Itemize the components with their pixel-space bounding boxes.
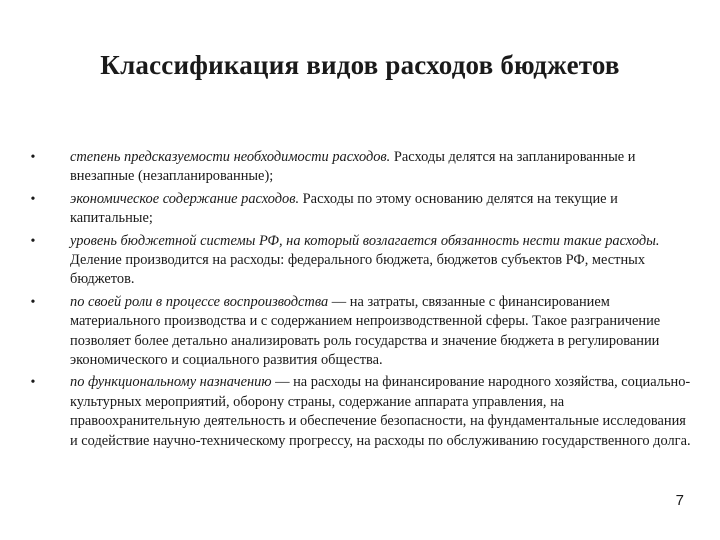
item-term: степень предсказуемости необходимости расходов. bbox=[70, 149, 391, 165]
bullet-icon: • bbox=[30, 375, 36, 391]
list-item-economic-content bbox=[28, 190, 692, 229]
item-text: — на расходы на финансирование народного хозяйства, социально-культурных мероприятий, оборону страны, содержание аппарата управления, на правоохранительную деятельность и обеспечение безопасности, на фундаментальные исследования и содействие научно-техническому прогрессу, на расходы по обслуживанию государственного долга. bbox=[70, 374, 691, 449]
list-item-reproduction-role bbox=[28, 293, 692, 371]
bullet-icon: • bbox=[30, 233, 36, 249]
item-term: по функциональному назначению bbox=[70, 374, 272, 391]
item-text: — на затраты, связанные с финансированием материального производства и с содержанием непроизводственной сферы. Такое разграничение позволяет более детально анализировать роль государства и значение бюджета в регулировании экономического и социального развития общества. bbox=[70, 293, 661, 369]
item-term: по своей роли в процессе воспроизводства bbox=[70, 293, 329, 310]
bullet-icon: • bbox=[30, 150, 36, 165]
item-term: экономическое содержание расходов. bbox=[70, 190, 300, 207]
list-item-functional-purpose bbox=[28, 373, 692, 451]
bullet-icon: • bbox=[30, 191, 36, 207]
bullet-icon: • bbox=[30, 294, 36, 310]
item-text: Расходы по этому основанию делятся на текущие и капитальные; bbox=[70, 190, 618, 227]
slide-title: Классификация видов расходов бюджетов bbox=[100, 50, 620, 80]
item-text: Расходы делятся на запланированные и внезапные (незапланированные); bbox=[70, 149, 636, 185]
list-item-budget-level bbox=[28, 232, 692, 290]
list-item-predictability bbox=[28, 148, 692, 187]
item-text: Деление производится на расходы: федерального бюджета, бюджетов субъектов РФ, местных бюджетов. bbox=[70, 252, 646, 288]
item-term: уровень бюджетной системы РФ, на который возлагается обязанность нести такие расходы. bbox=[70, 232, 660, 249]
page-number: 7 bbox=[675, 492, 684, 509]
classification-list bbox=[28, 148, 692, 454]
